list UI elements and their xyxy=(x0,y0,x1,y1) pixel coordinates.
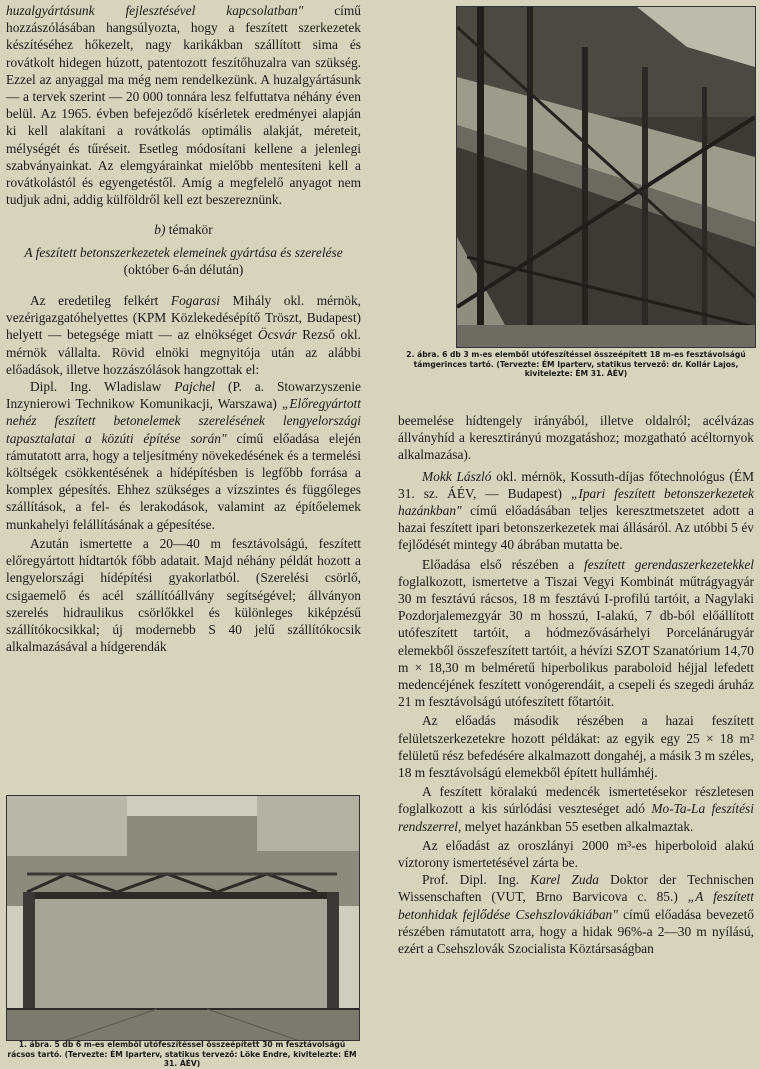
r2-title: „Ipari feszített betonszerkezetek hazánkban" xyxy=(398,485,754,519)
section-title xyxy=(6,244,361,278)
r7-text-b: Doktor der Technischen Wissenschaften (VUT, Brno Barvicova c. 85.) xyxy=(398,872,754,905)
p3-text-a: Dipl. Ing. Wladislaw xyxy=(30,379,175,395)
r3-text-b: foglalkozott, ismertetve a Tiszai Vegyi Kombinát műtrágyagyár 30 m fesztávú rácsos, 18 m fesztávú I-profilú tartóit, a Nagylaki Pozdorjalemezgyár 30 m hosszú, I-alakú, 7 db-ból előállított utófeszített tartóit, a hódmezővásárhelyi Porcelánárugyár elemekből összefeszített tartóit, a hévízi SZOT Szanatórium 14,70 m × 18,30 m belméretű hiperbolikus paraboloid héjjal lefedett medencéjének feszített vonógerendáit, a csepeli és szegedi áruház 21 m fesztávolságú utófeszített főtartóit. xyxy=(398,573,754,710)
paragraph-1 xyxy=(6,2,361,208)
right-paragraph-2 xyxy=(398,468,754,554)
r5-text-b: , melyet hazánkban 55 esetben alkalmaztak. xyxy=(458,818,694,834)
r2-text-a: okl. mérnök, Kossuth-díjas főtechnológus (ÉM 31. sz. ÁÉV, — Budapest) xyxy=(398,468,754,501)
p2-text-a: Az eredetileg felkért xyxy=(30,293,171,309)
p2-name: Fogarasi xyxy=(170,293,221,309)
figure-1-photo xyxy=(6,795,360,1041)
r7-text-a: Prof. Dipl. Ing. xyxy=(422,872,531,888)
r5-italic: Mo-Ta-La feszítési rendszerrel xyxy=(398,801,754,834)
right-paragraph-1: beemelése hídtengely irányából, illetve oldalról; acélvázas állványhíd a keresztirányú mozgatáshoz; mozgatható acéltornyok alkalmazása). xyxy=(398,413,754,463)
r7-title: „A feszített betonhidak fejlődése Csehszlovákiában" xyxy=(398,889,754,922)
paragraph-4: Azután ismertette a 20—40 m fesztávolságú, feszített előregyártott hídtartók főbb adatait. Majd néhány példát hozott a lengyelországi hídépítési gyakorlatból. (Szerelési csörlő, csigaemelő és acél szállítóállvány segítségével; állványon szerelés hidraulikus csörlőkkel és különleges kiképzésű szállítókocsikkal; új modernebb S 40 jelű szállítókocsik alkalmazásával a hídgerendák xyxy=(6,535,361,655)
right-paragraph-4: Az előadás második részében a hazai feszített felületszerkezetekre hozott példákat: az egyik egy 25 × 18 m² felületű rész befedésére alkalmazott dongahéj, a másik 3 m széles, 18 m fesztávolságú elemekből épített hullámhéj. xyxy=(398,713,754,781)
section-letter: b) xyxy=(154,222,166,238)
paragraph-3 xyxy=(6,378,361,533)
p3-title: „Előregyártott nehéz feszített betonelemek szerelésének lengyelországi tapasztalatai a közúti építése során" xyxy=(6,396,361,446)
figure-1-caption: 1. ábra. 5 db 6 m-es elemből utófeszítéssel összeépített 30 m fesztávolságú rácsos tartó. (Tervezte: ÉM Iparterv, statikus tervező: Löke Endre, kivitelezte: ÉM 31. ÁÉV) xyxy=(7,1040,357,1068)
p3-text-c: című előadása elején rámutatott arra, hogy a teljesítmény növekedésének és a termelési költségek csökkentésének a hídépítésben is legfőbb forrása a komplex gépesítés. Ehhez szükséges a vízszintes és függőleges szállítások, a fel- és lerakodások, valamint az építőelemek munkahelyi felállításának a gépesítése. xyxy=(6,430,362,532)
p3-text-b: (P. a. Stowarzyszenie Inzynierowi Technikow Komunikacji, Warszawa) xyxy=(6,379,361,412)
right-column xyxy=(398,412,754,957)
left-column xyxy=(6,0,361,655)
r3-text-a: Előadása első részében a xyxy=(422,556,585,572)
p2-text-b: Mihály okl. mérnök, vezérigazgatóhelyettes (KPM Közlekedésépítő Tröszt, Budapest) helyett — betegsége miatt — az elnökséget xyxy=(6,293,361,343)
section-title-italic: A feszített betonszerkezetek elemeinek gyártása és szerelése xyxy=(24,244,343,260)
p2-name2: Öcsvár xyxy=(257,327,297,343)
right-paragraph-3 xyxy=(398,556,754,711)
section-label: témakör xyxy=(165,222,213,238)
paragraph-1-italic: huzalgyártásunk fejlesztésével kapcsolatban" xyxy=(6,3,304,18)
r2-text-b: című előadásában teljes keresztmetszetet adott a hazai feszített ipari betonszerkezetek mai állásáról. Az utóbbi 5 év fejlődését mintegy 40 ábrában mutatta be. xyxy=(398,503,754,553)
paragraph-1-text: című hozzászólásában hangsúlyozta, hogy a feszített szerkezetek készítéséhez hőkezelt, nagy karikákban szállított sima és rovátkolt hidegen húzott, patentozott feszítőhuzalra van szükség. Ezzel az anyaggal ma még nem rendelkezünk. A huzalgyártásunk — a tervek szerint — 20 000 tonnára lesz felfuttatva néhány éven belül. Az 1965. évben befejeződő kísérletek eredményei alapján ki kell alakítani a rovátkolás optimális alakját, méreteit, mélységét és tűréseit. Esetleg módosítani kellene a jelenlegi szabványainkat. Az elemgyárainkat mielőbb mentesíteni kell a rovátkolástól és egyengetéstől. Amíg a megfelelő anyagot nem tudjuk adni, addig külföldről kell ezt beszereznünk. xyxy=(6,3,361,208)
p3-name: Pajchel xyxy=(174,379,216,395)
r3-italic: feszített gerendaszerkezetekkel xyxy=(584,556,754,572)
r7-text-c: című előadása bevezető részében rámutatott arra, hogy a hidak 96%-a 2—30 m nyílású, ezért a Csehszlovák Szocialista Köztársaságban xyxy=(398,906,754,957)
right-paragraph-6: Az előadást az oroszlányi 2000 m³-es hiperboloid alakú víztorony ismertetésével zárta be. xyxy=(398,837,754,871)
figure-2-caption: 2. ábra. 6 db 3 m-es elemből utófeszítéssel összeépített 18 m-es fesztávolságú támgerinces tartó. (Tervezte: ÉM Iparterv, statikus tervező: dr. Kollár Lajos, kivitelezte: ÉM 31. ÁÉV) xyxy=(406,350,746,378)
right-paragraph-5 xyxy=(398,783,754,835)
r7-name: Karel Zuda xyxy=(530,872,599,888)
paragraph-2 xyxy=(6,292,361,378)
figure-2-photo xyxy=(456,6,756,348)
p2-text-c: Rezső okl. mérnök vállalta. Rövid elnöki megnyitója után az alábbi előadások, illetve hozzászólások hangzottak el: xyxy=(6,327,361,377)
r5-text-a: A feszített köralakú medencék ismertetésekor részletesen foglalkozott a kis súrlódási veszteséget adó xyxy=(398,784,754,817)
section-title-date: (október 6-án délután) xyxy=(123,261,244,277)
section-heading xyxy=(6,221,361,238)
r2-name: Mokk László xyxy=(422,468,492,484)
right-paragraph-7 xyxy=(398,871,754,957)
